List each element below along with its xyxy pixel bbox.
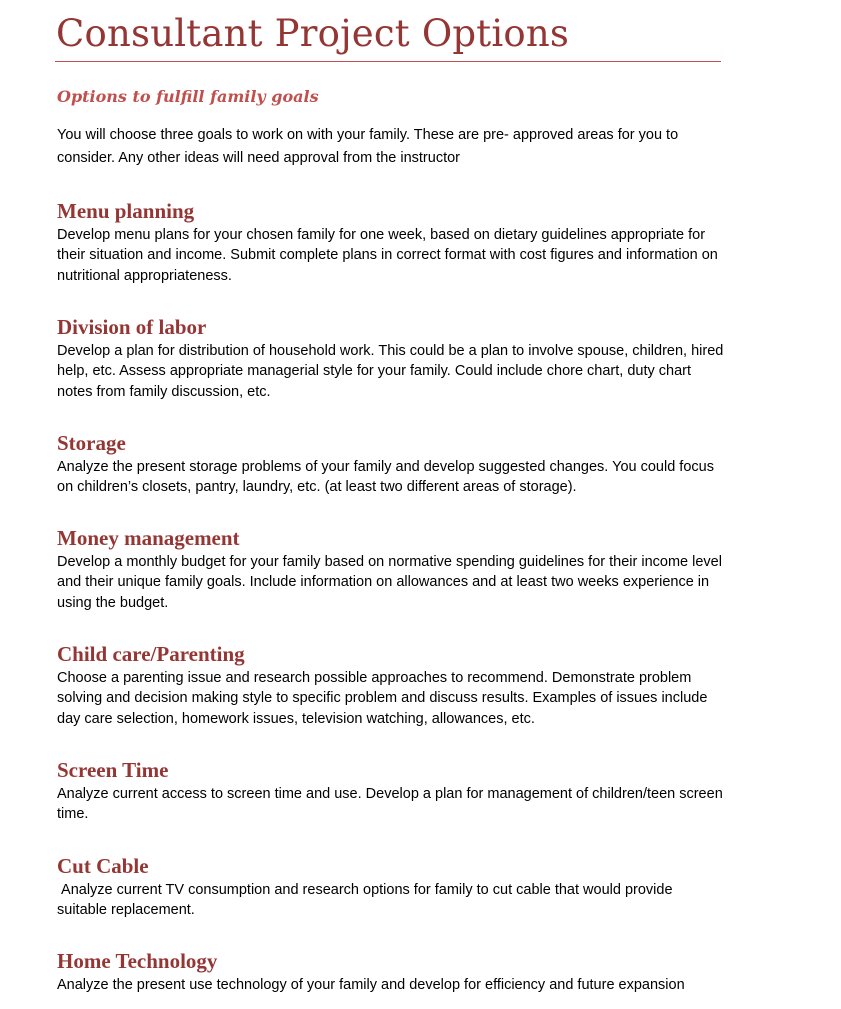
section-heading: Money management [57, 526, 240, 550]
section-screen-time [57, 756, 737, 825]
section-heading: Screen Time [57, 758, 169, 782]
section-heading: Division of labor [57, 315, 207, 339]
section-heading: Menu planning [57, 199, 195, 223]
section-body: Choose a parenting issue and research possible approaches to recommend. Demonstrate problem solving and decision making style to specific problem and discuss results. Examples of issues include day care selection, homework issues, television watching, allowances, etc. [57, 670, 708, 727]
section-body: Analyze current TV consumption and research options for family to cut cable that would provide suitable replacement. [57, 882, 677, 919]
document-title: Consultant Project Options [56, 12, 570, 55]
section-cut-cable [57, 852, 737, 921]
section-body: Analyze the present use technology of your family and develop for efficiency and future expansion [57, 977, 685, 993]
section-heading: Home Technology [57, 949, 218, 973]
document-subtitle: Options to fulfill family goals [57, 87, 319, 106]
section-heading: Child care/Parenting [57, 642, 245, 666]
section-body: Develop menu plans for your chosen family for one week, based on dietary guidelines appropriate for their situation and income. Submit complete plans in correct format with cost figures and information on nutritional appropriateness. [57, 227, 718, 284]
intro-paragraph: You will choose three goals to work on with your family. These are pre- approved areas for you to consider. Any other ideas will need approval from the instructor [57, 127, 679, 166]
section-division-of-labor [57, 313, 737, 402]
section-body: Develop a monthly budget for your family based on normative spending guidelines for their income level and their unique family goals. Include information on allowances and at least two weeks experience in using the budget. [57, 554, 722, 611]
section-heading: Storage [57, 431, 126, 455]
section-body: Analyze current access to screen time and use. Develop a plan for management of children/teen screen time. [57, 786, 723, 823]
section-menu-planning [57, 197, 737, 286]
section-home-technology [57, 947, 737, 995]
section-child-care-parenting [57, 640, 737, 729]
section-storage [57, 429, 737, 498]
section-heading: Cut Cable [57, 854, 149, 878]
section-body: Analyze the present storage problems of your family and develop suggested changes. You could focus on children’s closets, pantry, laundry, etc. (at least two different areas of storage). [57, 459, 714, 496]
section-body: Develop a plan for distribution of household work. This could be a plan to involve spouse, children, hired help, etc. Assess appropriate managerial style for your family. Could include chore chart, duty chart notes from family discussion, etc. [57, 343, 724, 400]
section-money-management [57, 524, 737, 613]
title-divider [55, 61, 721, 62]
